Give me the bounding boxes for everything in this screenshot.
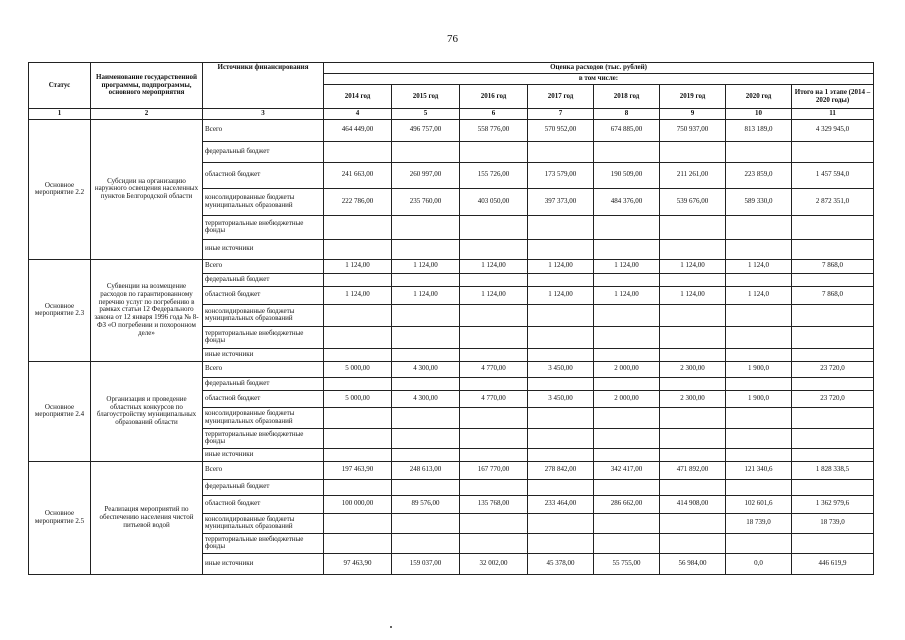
- amount-cell: [660, 141, 726, 162]
- column-number: 7: [528, 109, 594, 120]
- column-number: 5: [392, 109, 460, 120]
- header-year: 2015 год: [392, 85, 460, 109]
- amount-cell: 1 124,00: [594, 259, 660, 273]
- budget-table: [28, 62, 874, 575]
- amount-cell: 2 300,00: [660, 390, 726, 407]
- amount-cell: [660, 533, 726, 553]
- column-number: 4: [324, 109, 392, 120]
- event-status: Основное мероприятие 2.4: [29, 361, 91, 461]
- amount-cell: [594, 273, 660, 286]
- amount-cell: 5 000,00: [324, 390, 392, 407]
- amount-cell: [660, 428, 726, 448]
- header-estimate: Оценка расходов (тыс. рублей): [324, 63, 874, 74]
- amount-cell: [528, 377, 594, 390]
- amount-cell: [594, 215, 660, 239]
- funding-source: консолидированные бюджеты муниципальных образований: [203, 304, 324, 326]
- amount-cell: 56 984,00: [660, 553, 726, 574]
- table-body: [29, 119, 874, 574]
- total-cell: [792, 304, 874, 326]
- header-year: 2017 год: [528, 85, 594, 109]
- total-cell: [792, 326, 874, 348]
- amount-cell: [660, 348, 726, 361]
- amount-cell: [392, 304, 460, 326]
- amount-cell: [392, 326, 460, 348]
- header-year: 2016 год: [460, 85, 528, 109]
- funding-source: областной бюджет: [203, 286, 324, 304]
- amount-cell: 286 662,00: [594, 495, 660, 513]
- amount-cell: 1 124,00: [594, 286, 660, 304]
- total-cell: 23 720,0: [792, 390, 874, 407]
- amount-cell: [594, 513, 660, 533]
- event-name: Субвенции на возмещение расходов по гарантированному перечню услуг по погребению в рамках статьи 12 Федерального закона от 12 января 1996 года № 8-ФЗ «О погребении и похоронном деле»: [91, 259, 203, 361]
- column-number: 2: [91, 109, 203, 120]
- funding-source: консолидированные бюджеты муниципальных образований: [203, 407, 324, 428]
- amount-cell: 1 900,0: [726, 390, 792, 407]
- amount-cell: 89 576,00: [392, 495, 460, 513]
- header-total: Итого на 1 этапе (2014 – 2020 годы): [792, 85, 874, 109]
- amount-cell: [594, 407, 660, 428]
- funding-source: Всего: [203, 361, 324, 377]
- amount-cell: [660, 304, 726, 326]
- amount-cell: [392, 513, 460, 533]
- amount-cell: 1 124,0: [726, 286, 792, 304]
- amount-cell: [460, 326, 528, 348]
- amount-cell: [392, 273, 460, 286]
- amount-cell: [324, 141, 392, 162]
- amount-cell: [726, 326, 792, 348]
- total-cell: 18 739,0: [792, 513, 874, 533]
- header-status: Статус: [29, 63, 91, 109]
- amount-cell: 135 768,00: [460, 495, 528, 513]
- total-cell: [792, 428, 874, 448]
- amount-cell: [460, 239, 528, 259]
- amount-cell: [726, 348, 792, 361]
- amount-cell: [324, 533, 392, 553]
- amount-cell: [324, 428, 392, 448]
- amount-cell: 570 952,00: [528, 119, 594, 141]
- total-cell: 2 872 351,0: [792, 188, 874, 215]
- total-cell: [792, 407, 874, 428]
- column-number: 10: [726, 109, 792, 120]
- amount-cell: [324, 326, 392, 348]
- amount-cell: [528, 141, 594, 162]
- amount-cell: 4 770,00: [460, 390, 528, 407]
- amount-cell: [460, 377, 528, 390]
- amount-cell: [528, 326, 594, 348]
- amount-cell: [392, 407, 460, 428]
- amount-cell: 121 340,6: [726, 461, 792, 479]
- amount-cell: 197 463,90: [324, 461, 392, 479]
- table-row: [29, 119, 874, 141]
- amount-cell: [392, 533, 460, 553]
- amount-cell: [726, 479, 792, 495]
- amount-cell: 1 124,00: [528, 259, 594, 273]
- funding-source: федеральный бюджет: [203, 479, 324, 495]
- amount-cell: [460, 407, 528, 428]
- amount-cell: [392, 239, 460, 259]
- amount-cell: 1 124,00: [660, 259, 726, 273]
- amount-cell: [324, 273, 392, 286]
- amount-cell: 1 124,00: [460, 259, 528, 273]
- amount-cell: 173 579,00: [528, 162, 594, 188]
- column-number: 6: [460, 109, 528, 120]
- funding-source: федеральный бюджет: [203, 377, 324, 390]
- amount-cell: [324, 377, 392, 390]
- amount-cell: [726, 273, 792, 286]
- amount-cell: [528, 428, 594, 448]
- amount-cell: [660, 513, 726, 533]
- scan-speck: [390, 626, 392, 628]
- event-name: Реализация мероприятий по обеспечению населения чистой питьевой водой: [91, 461, 203, 574]
- amount-cell: 1 124,00: [660, 286, 726, 304]
- amount-cell: 2 300,00: [660, 361, 726, 377]
- amount-cell: 1 124,0: [726, 259, 792, 273]
- column-number: 8: [594, 109, 660, 120]
- amount-cell: [324, 239, 392, 259]
- amount-cell: [660, 407, 726, 428]
- amount-cell: 1 124,00: [392, 286, 460, 304]
- amount-cell: [660, 479, 726, 495]
- amount-cell: 1 124,00: [324, 286, 392, 304]
- amount-cell: [460, 348, 528, 361]
- amount-cell: [594, 348, 660, 361]
- funding-source: Всего: [203, 119, 324, 141]
- total-cell: [792, 215, 874, 239]
- funding-source: иные источники: [203, 348, 324, 361]
- total-cell: 23 720,0: [792, 361, 874, 377]
- amount-cell: [726, 239, 792, 259]
- amount-cell: 414 908,00: [660, 495, 726, 513]
- amount-cell: 32 002,00: [460, 553, 528, 574]
- total-cell: [792, 273, 874, 286]
- amount-cell: 155 726,00: [460, 162, 528, 188]
- amount-cell: [528, 348, 594, 361]
- amount-cell: [594, 141, 660, 162]
- amount-cell: [594, 448, 660, 461]
- amount-cell: 1 124,00: [528, 286, 594, 304]
- amount-cell: 45 378,00: [528, 553, 594, 574]
- amount-cell: 3 450,00: [528, 361, 594, 377]
- amount-cell: 190 509,00: [594, 162, 660, 188]
- amount-cell: 18 739,0: [726, 513, 792, 533]
- amount-cell: [726, 448, 792, 461]
- total-cell: 446 619,9: [792, 553, 874, 574]
- total-cell: [792, 141, 874, 162]
- amount-cell: [460, 273, 528, 286]
- amount-cell: [528, 239, 594, 259]
- amount-cell: [392, 377, 460, 390]
- funding-source: иные источники: [203, 448, 324, 461]
- total-cell: [792, 239, 874, 259]
- amount-cell: 278 842,00: [528, 461, 594, 479]
- total-cell: [792, 348, 874, 361]
- amount-cell: 97 463,90: [324, 553, 392, 574]
- amount-cell: [528, 533, 594, 553]
- amount-cell: [528, 479, 594, 495]
- funding-source: областной бюджет: [203, 495, 324, 513]
- amount-cell: [660, 326, 726, 348]
- event-status: Основное мероприятие 2.3: [29, 259, 91, 361]
- column-number: 1: [29, 109, 91, 120]
- amount-cell: 55 755,00: [594, 553, 660, 574]
- amount-cell: 241 663,00: [324, 162, 392, 188]
- amount-cell: [660, 377, 726, 390]
- amount-cell: [594, 533, 660, 553]
- header-sources: Источники финансирования: [203, 63, 324, 109]
- funding-source: Всего: [203, 461, 324, 479]
- amount-cell: [460, 479, 528, 495]
- amount-cell: [660, 215, 726, 239]
- amount-cell: [460, 141, 528, 162]
- total-cell: 4 329 945,0: [792, 119, 874, 141]
- header-year: 2019 год: [660, 85, 726, 109]
- total-cell: 7 868,0: [792, 259, 874, 273]
- amount-cell: [726, 377, 792, 390]
- amount-cell: [594, 377, 660, 390]
- funding-source: федеральный бюджет: [203, 273, 324, 286]
- header-year: 2014 год: [324, 85, 392, 109]
- amount-cell: 100 000,00: [324, 495, 392, 513]
- amount-cell: [594, 428, 660, 448]
- amount-cell: [726, 215, 792, 239]
- amount-cell: 342 417,00: [594, 461, 660, 479]
- amount-cell: [392, 348, 460, 361]
- total-cell: [792, 533, 874, 553]
- amount-cell: 235 760,00: [392, 188, 460, 215]
- funding-source: консолидированные бюджеты муниципальных образований: [203, 513, 324, 533]
- amount-cell: [324, 513, 392, 533]
- amount-cell: [594, 326, 660, 348]
- column-number: 11: [792, 109, 874, 120]
- funding-source: федеральный бюджет: [203, 141, 324, 162]
- amount-cell: [324, 304, 392, 326]
- amount-cell: [726, 304, 792, 326]
- amount-cell: [660, 273, 726, 286]
- amount-cell: [528, 273, 594, 286]
- amount-cell: [460, 533, 528, 553]
- total-cell: 7 868,0: [792, 286, 874, 304]
- amount-cell: 403 050,00: [460, 188, 528, 215]
- table-row: [29, 259, 874, 273]
- amount-cell: [392, 141, 460, 162]
- amount-cell: [460, 513, 528, 533]
- amount-cell: [460, 428, 528, 448]
- amount-cell: 248 613,00: [392, 461, 460, 479]
- amount-cell: [324, 348, 392, 361]
- amount-cell: [392, 215, 460, 239]
- header-name: Наименование государственной программы, подпрограммы, основного мероприятия: [91, 63, 203, 109]
- column-number: 9: [660, 109, 726, 120]
- amount-cell: [460, 304, 528, 326]
- amount-cell: [392, 428, 460, 448]
- amount-cell: 1 900,0: [726, 361, 792, 377]
- amount-cell: 2 000,00: [594, 361, 660, 377]
- amount-cell: 159 037,00: [392, 553, 460, 574]
- amount-cell: [528, 304, 594, 326]
- event-name: Организация и проведение областных конкурсов по благоустройству муниципальных образований области: [91, 361, 203, 461]
- funding-source: территориальные внебюджетные фонды: [203, 533, 324, 553]
- amount-cell: 223 859,0: [726, 162, 792, 188]
- table-row: [29, 461, 874, 479]
- amount-cell: 589 330,0: [726, 188, 792, 215]
- amount-cell: 4 300,00: [392, 390, 460, 407]
- amount-cell: 4 770,00: [460, 361, 528, 377]
- amount-cell: 1 124,00: [324, 259, 392, 273]
- amount-cell: 167 770,00: [460, 461, 528, 479]
- column-number: 3: [203, 109, 324, 120]
- amount-cell: 0,0: [726, 553, 792, 574]
- table-row: [29, 361, 874, 377]
- funding-source: областной бюджет: [203, 162, 324, 188]
- amount-cell: 1 124,00: [392, 259, 460, 273]
- total-cell: [792, 377, 874, 390]
- amount-cell: [460, 448, 528, 461]
- amount-cell: [324, 448, 392, 461]
- funding-source: консолидированные бюджеты муниципальных образований: [203, 188, 324, 215]
- amount-cell: 813 189,0: [726, 119, 792, 141]
- amount-cell: [726, 428, 792, 448]
- amount-cell: [726, 533, 792, 553]
- funding-source: территориальные внебюджетные фонды: [203, 215, 324, 239]
- event-name: Субсидии на организацию наружного освещения населенных пунктов Белгородской области: [91, 119, 203, 259]
- funding-source: Всего: [203, 259, 324, 273]
- amount-cell: 211 261,00: [660, 162, 726, 188]
- header-year: 2018 год: [594, 85, 660, 109]
- amount-cell: 750 937,00: [660, 119, 726, 141]
- amount-cell: 674 885,00: [594, 119, 660, 141]
- amount-cell: [392, 479, 460, 495]
- amount-cell: [594, 479, 660, 495]
- amount-cell: 5 000,00: [324, 361, 392, 377]
- amount-cell: 496 757,00: [392, 119, 460, 141]
- header-year: 2020 год: [726, 85, 792, 109]
- amount-cell: [528, 513, 594, 533]
- funding-source: иные источники: [203, 239, 324, 259]
- total-cell: 1 828 338,5: [792, 461, 874, 479]
- amount-cell: 558 776,00: [460, 119, 528, 141]
- amount-cell: [324, 407, 392, 428]
- amount-cell: 4 300,00: [392, 361, 460, 377]
- funding-source: областной бюджет: [203, 390, 324, 407]
- page-number: 76: [447, 33, 458, 45]
- funding-source: территориальные внебюджетные фонды: [203, 326, 324, 348]
- header-including: в том числе:: [324, 74, 874, 85]
- amount-cell: [528, 407, 594, 428]
- amount-cell: [726, 407, 792, 428]
- funding-source: территориальные внебюджетные фонды: [203, 428, 324, 448]
- amount-cell: [324, 479, 392, 495]
- amount-cell: 397 373,00: [528, 188, 594, 215]
- total-cell: [792, 479, 874, 495]
- amount-cell: [726, 141, 792, 162]
- amount-cell: 222 786,00: [324, 188, 392, 215]
- amount-cell: 539 676,00: [660, 188, 726, 215]
- amount-cell: 464 449,00: [324, 119, 392, 141]
- amount-cell: [528, 215, 594, 239]
- amount-cell: [594, 304, 660, 326]
- amount-cell: 102 601,6: [726, 495, 792, 513]
- amount-cell: 471 892,00: [660, 461, 726, 479]
- amount-cell: 484 376,00: [594, 188, 660, 215]
- amount-cell: 1 124,00: [460, 286, 528, 304]
- total-cell: 1 362 979,6: [792, 495, 874, 513]
- total-cell: 1 457 594,0: [792, 162, 874, 188]
- amount-cell: [528, 448, 594, 461]
- amount-cell: [460, 215, 528, 239]
- event-status: Основное мероприятие 2.2: [29, 119, 91, 259]
- amount-cell: 260 997,00: [392, 162, 460, 188]
- amount-cell: [660, 239, 726, 259]
- amount-cell: [324, 215, 392, 239]
- amount-cell: [660, 448, 726, 461]
- amount-cell: 2 000,00: [594, 390, 660, 407]
- funding-source: иные источники: [203, 553, 324, 574]
- amount-cell: [392, 448, 460, 461]
- event-status: Основное мероприятие 2.5: [29, 461, 91, 574]
- amount-cell: 3 450,00: [528, 390, 594, 407]
- amount-cell: [594, 239, 660, 259]
- total-cell: [792, 448, 874, 461]
- amount-cell: 233 464,00: [528, 495, 594, 513]
